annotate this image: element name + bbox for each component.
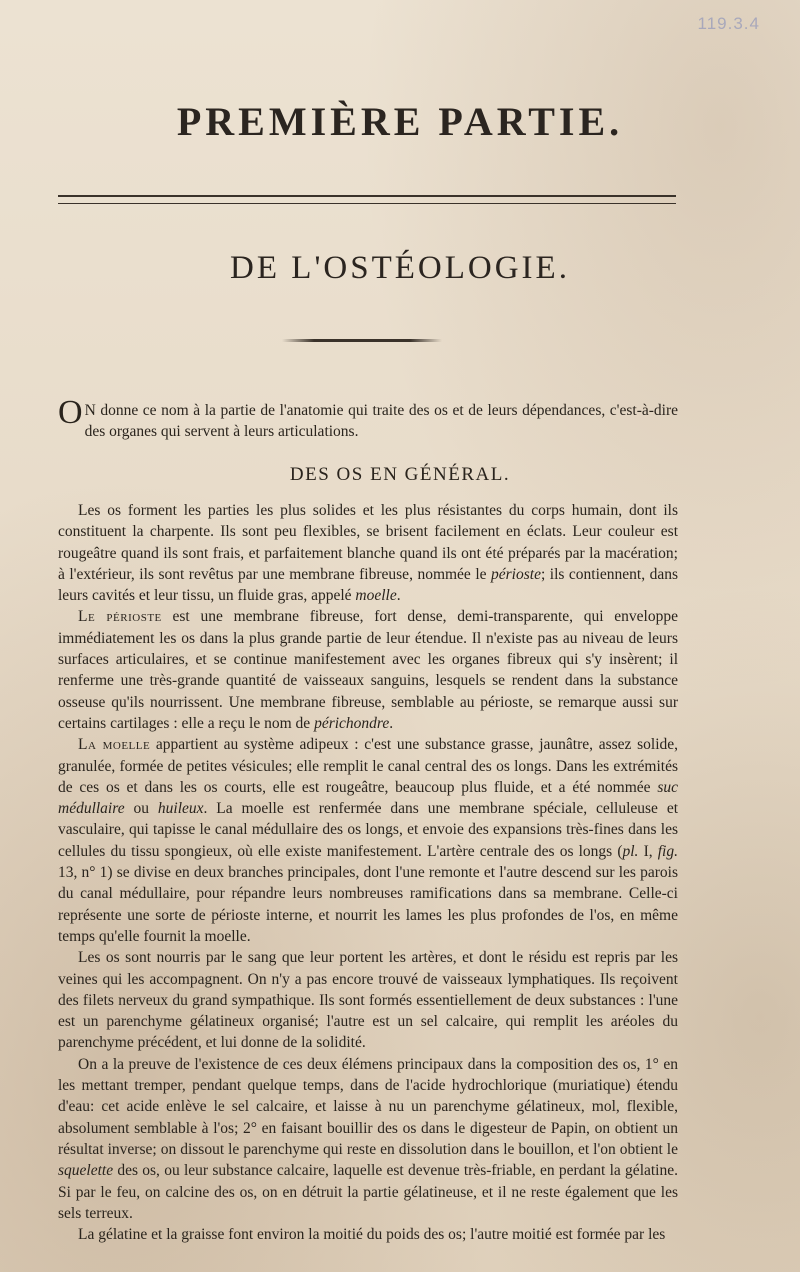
intro-paragraph [58, 394, 678, 442]
paragraph-5 [58, 1054, 678, 1224]
text-run: ; ils contiennent, dans leurs cavités et leur tissu, un fluide gras, appelé [58, 565, 679, 605]
italic-term: moelle [355, 587, 397, 605]
italic-term: suc médullaire [58, 778, 678, 818]
italic-term: huileux [157, 800, 204, 818]
text-run: I, [638, 842, 658, 860]
text-run: . [389, 714, 394, 732]
text-run: La gélatine et la graisse font environ la moitié du poids des os; l'autre moitié est formée par les [78, 1226, 666, 1244]
text-run: appartient au système adipeux : c'est une substance grasse, jaunâtre, assez solide, granulée, formée de petites vésicules; elle remplit le canal central des os longs. Dans les extrémités de ces os et dans les os courts, elle est rougeâtre, beaucoup plus fluide, et a été nommée [58, 736, 679, 796]
italic-term: fig. [657, 842, 678, 860]
subheading: DES OS EN GÉNÉRAL. [289, 464, 511, 485]
text-run: On a la preuve de l'existence de ces deux élémens principaux dans la composition des os, 1° en les mettant tremper, pendant quelque temps, dans de l'acide hydrochlorique (muriatique) étendu d'eau: cet acide enlève le sel calcaire, et laisse à nu un parenchyme gélatineux, mol, flexible, absolument semblable à l'os; 2° en faisant bouillir des os dans le digesteur de Papin, on obtient un résultat inverse; on dissout le parenchyme qui reste en dissolution dans le bouillon, et l'on obtient le [58, 1055, 678, 1158]
section-title: DE L'OSTÉOLOGIE. [230, 250, 570, 286]
italic-term: pl. [622, 842, 639, 860]
text-run: . [396, 587, 401, 605]
italic-term: périchondre [314, 714, 390, 732]
paragraph-1 [58, 500, 678, 606]
small-caps-term: La moelle [78, 736, 151, 754]
text-run: est une membrane fibreuse, fort dense, demi-transparente, qui enveloppe immédiatement les os dans la plus grande partie de leur étendue. Il n'existe pas au niveau de leurs surfaces articulaires, et se continue manifestement avec les organes fibreux qui s'y insèrent; il renferme une très-grande quantité de vaisseaux sanguins, lesquels se rendent dans la substance osseuse qu'ils nourrissent. Une membrane fibreuse, semblable au périoste, se remarque aussi sur certains cartilages : elle a reçu le nom de [58, 608, 678, 732]
text-run: ou [124, 800, 158, 818]
paragraph-4 [58, 947, 678, 1053]
drop-cap: O [58, 394, 83, 431]
italic-term: périoste [491, 565, 541, 583]
paragraph-2 [58, 606, 678, 734]
text-run: des os, ou leur substance calcaire, laquelle est devenue très-friable, en perdant la gélatine. Si par le feu, on calcine des os, on en détruit la partie gélatineuse, et il ne reste également que les sels terreux. [58, 1162, 678, 1222]
text-run: . La moelle est renfermée dans une membrane spéciale, celluleuse et vasculaire, qui tapisse le canal médullaire des os longs, et envoie des expansions très-fines dans les cellules du tissu spongieux, où elle existe manifestement. L'artère centrale des os longs ( [58, 800, 679, 860]
small-caps-term: Le périoste [78, 608, 162, 626]
text-run: 13, n° 1) se divise en deux branches principales, dont l'une remonte et l'autre descend sur les parois du canal médullaire, pour répandre leurs nombreuses ramifications dans sa membrane. Celle-ci représente une sorte de périoste interne, et nourrit les lames les plus profondes de l'os, en même temps qu'elle fournit la moelle. [58, 864, 678, 945]
body-text [58, 500, 678, 1245]
ornamental-rule [282, 339, 442, 342]
paragraph-3 [58, 734, 678, 947]
paragraph-6 [58, 1224, 678, 1245]
intro-text: N donne ce nom à la partie de l'anatomie qui traite des os et de leurs dépendances, c'est-à-dire des organes qui servent à leurs articulations. [84, 402, 678, 440]
double-rule-divider [58, 195, 676, 204]
part-title: PREMIÈRE PARTIE. [176, 99, 624, 144]
text-run: Les os sont nourris par le sang que leur portent les artères, et dont le résidu est repris par les veines qui les accompagnent. On n'y a pas encore trouvé de vaisseaux lymphatiques. Ils reçoivent des filets nerveux du grand sympathique. Ils sont formés essentiellement de deux substances : l'une est un parenchyme gélatineux organisé; l'autre est un sel calcaire, qui remplit les aréoles du parenchyme précédent, et lui donne de la solidité. [58, 949, 678, 1052]
italic-term: squelette [58, 1162, 114, 1180]
shelfmark-annotation: 119.3.4 [697, 14, 760, 33]
text-run: Les os forment les parties les plus solides et les plus résistantes du corps humain, dont ils constituent la charpente. Ils sont peu flexibles, se brisent facilement en éclats. Leur couleur est rougeâtre quand ils sont frais, et parfaitement blanche quand ils ont été préparés par la macération; à l'extérieur, ils sont revêtus par une membrane fibreuse, nommée le [58, 502, 678, 583]
